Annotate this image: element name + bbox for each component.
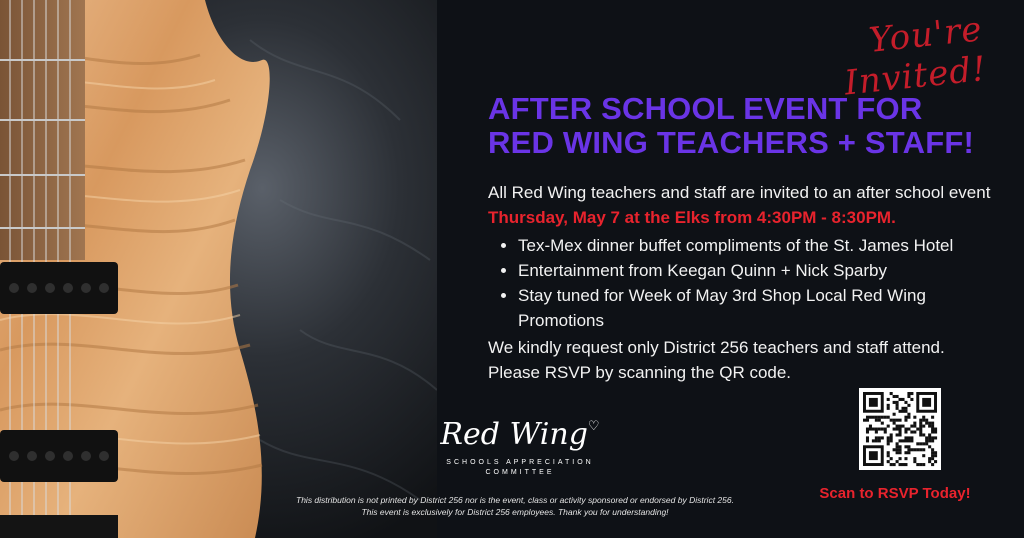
list-item: • Stay tuned for Week of May 3rd Shop Local Red Wing Promotions [518,283,993,333]
guitar-photo [0,0,437,538]
qr-code-graphic [859,388,941,470]
scan-to-rsvp-label: Scan to RSVP Today! [819,485,971,502]
intro-text: All Red Wing teachers and staff are invited to an after school event [488,183,991,202]
invited-tagline: You're Invited! [842,9,989,104]
logo-subtitle-2: COMMITTEE [485,469,555,476]
logo-script [440,418,600,458]
headline-line-1: AFTER SCHOOL EVENT FOR [488,91,923,126]
disclaimer [260,494,770,518]
headline-line-2: RED WING TEACHERS + STAFF! [488,125,974,160]
logo-wordmark: Red Wing [440,417,588,452]
committee-logo [440,418,600,478]
heart-icon: ♡ [587,419,600,434]
disclaimer-line-1: This distribution is not printed by District 256 nor is the event, class or activity sponsored or endorsed by District 256. [296,495,734,505]
event-headline [488,92,1008,160]
qr-code-icon[interactable] [859,388,941,470]
event-details [488,180,993,385]
logo-subtitle-1: SCHOOLS APPRECIATION [446,459,594,466]
event-highlights-list [488,233,993,333]
list-item: • Tex-Mex dinner buffet compliments of the St. James Hotel [518,233,993,258]
event-date-time: Thursday, May 7 at the Elks from 4:30PM - 8:30PM. [488,208,896,227]
guitar-illustration [0,0,437,538]
list-item: • Entertainment from Keegan Quinn + Nick Sparby [518,258,993,283]
disclaimer-line-2: This event is exclusively for District 256 employees. Thank you for understanding! [361,507,669,517]
rsvp-instruction: Please RSVP by scanning the QR code. [488,363,792,382]
attendance-request: We kindly request only District 256 teachers and staff attend. [488,338,945,357]
intro-paragraph [488,180,993,230]
